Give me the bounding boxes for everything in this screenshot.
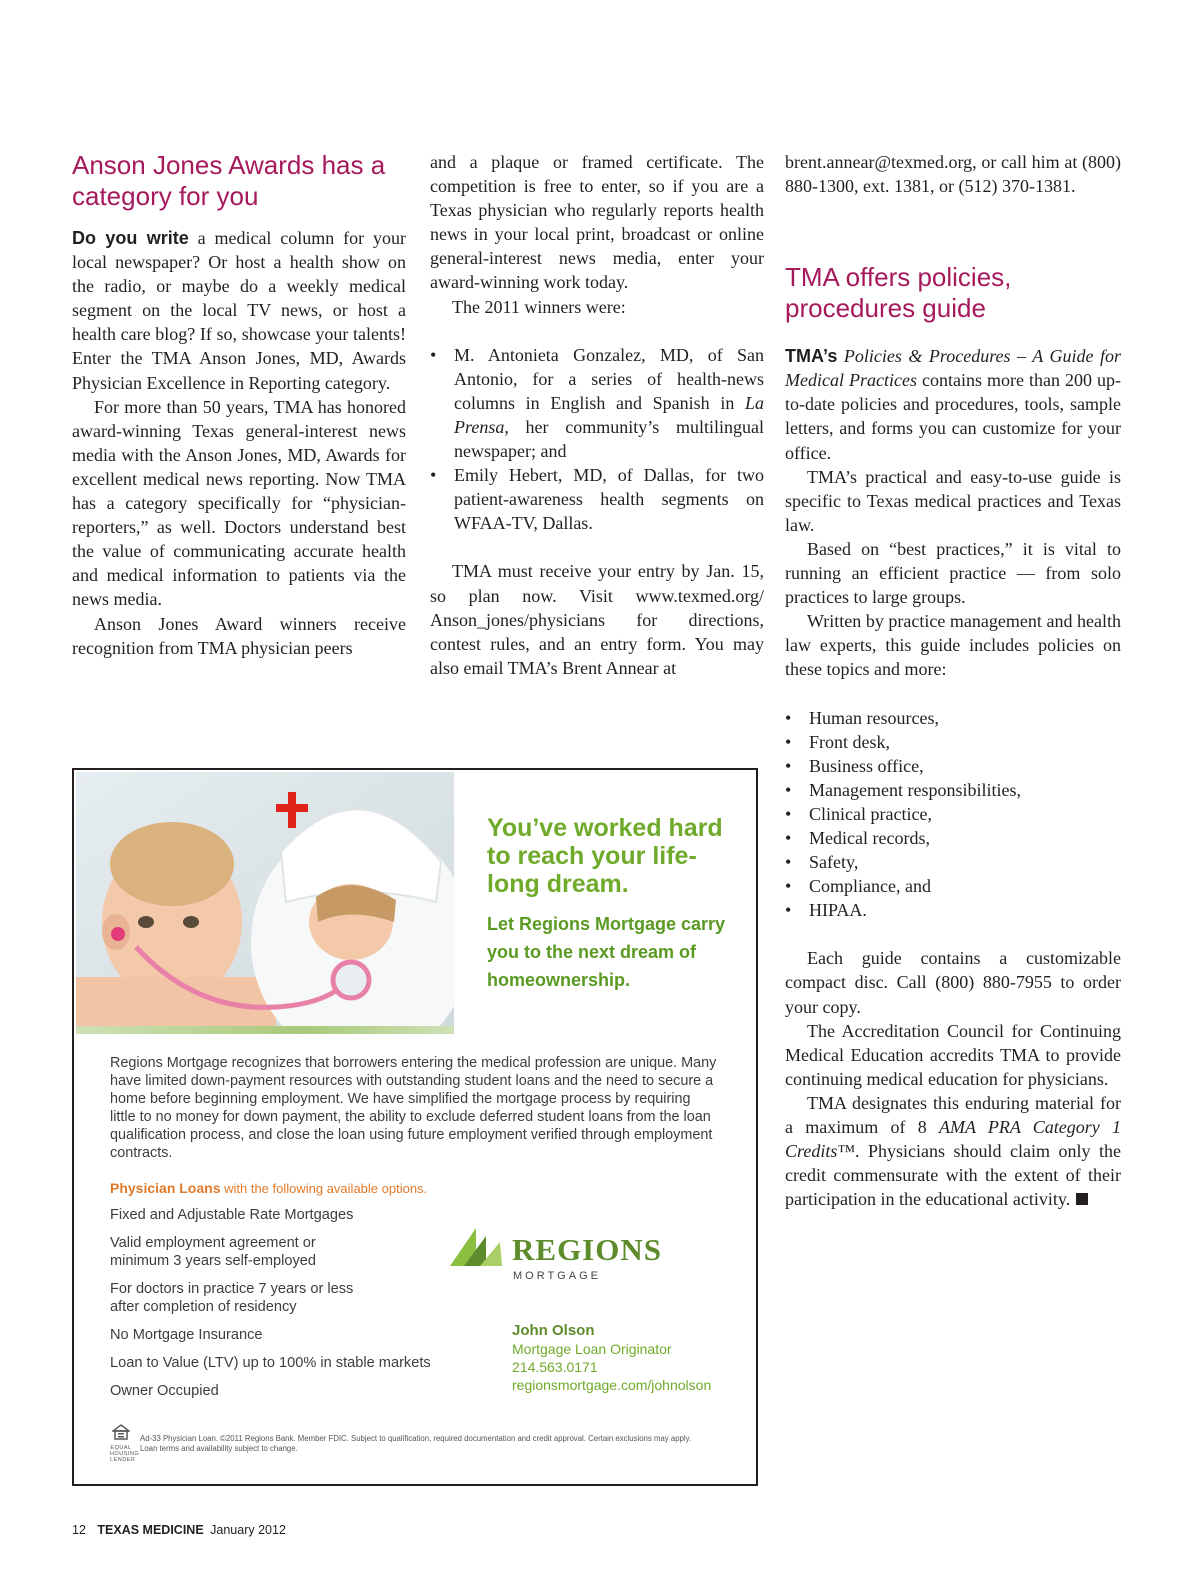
- list-item: • M. Antonieta Gonzalez, MD, of San Antonio, for a series of health-news columns in English and Spanish in La Prensa, her community’s multilingual newspaper; and: [430, 343, 764, 463]
- article-anson-jones-cont: [430, 150, 764, 680]
- contact-name: John Olson: [512, 1322, 595, 1339]
- loan-option: For doctors in practice 7 years or less after completion of residency: [110, 1281, 354, 1315]
- brand-sub: MORTGAGE: [513, 1270, 601, 1282]
- brand-name: REGIONS: [512, 1232, 662, 1267]
- equal-housing-lender: [110, 1424, 140, 1463]
- loans-title: Physician Loans with the following available options.: [110, 1180, 428, 1196]
- paragraph: For more than 50 years, TMA has honored award-winning Texas general-interest news media with the Anson Jones, MD, Awards for excellent medical news reporting. Now TMA has a category specifically for “physician-reporters,” as well. Doctors understand best the value of communicating accurate health and medical information to patients via the news media.: [72, 396, 406, 610]
- loan-option: Owner Occupied: [110, 1383, 219, 1399]
- page-number: 12: [72, 1523, 86, 1537]
- list-item: • Human resources,: [785, 706, 1121, 730]
- paragraph: brent.annear@texmed.org, or call him at (800) 880-1300, ext. 1381, or (512) 370-1381.: [785, 152, 1121, 197]
- end-mark-icon: [1076, 1193, 1088, 1205]
- topics-list: [785, 706, 1121, 923]
- lead-in: Do you write: [72, 228, 189, 248]
- issue-date: January 2012: [210, 1523, 286, 1537]
- article-anson-jones: [72, 150, 406, 660]
- heading-policies-guide: TMA offers policies, procedures guide: [785, 262, 1012, 324]
- ad-photo-illustration: [76, 772, 454, 1034]
- paragraph: Written by practice management and health law experts, this guide includes policies on these topics and more:: [785, 611, 1121, 680]
- regions-leaf-icon: [446, 1224, 510, 1272]
- list-item: • HIPAA.: [785, 898, 1121, 922]
- equal-housing-icon: [112, 1424, 130, 1440]
- loan-option: Loan to Value (LTV) up to 100% in stable markets: [110, 1355, 431, 1371]
- photo-strip: [76, 1026, 454, 1034]
- list-item: • Safety,: [785, 850, 1121, 874]
- contact-title: Mortgage Loan Originator: [512, 1341, 672, 1357]
- winners-list: [430, 343, 764, 536]
- paragraph: The 2011 winners were:: [452, 296, 626, 317]
- paragraph: Do you write a medical column for your local newspaper? Or host a health show on the radio, or maybe do a weekly medical segment on the local TV news, or host a health care blog? If so, showcase your talents! Enter the TMA Anson Jones, MD, Awards Physician Excellence in Reporting category.: [72, 228, 407, 393]
- paragraph: Based on “best practices,” it is vital to running an efficient practice — from solo practices to large groups.: [785, 538, 1121, 608]
- list-item: • Front desk,: [785, 730, 1121, 754]
- ad-body-text: Regions Mortgage recognizes that borrowers entering the medical profession are unique. Many have limited down-payment resources with outstanding student loans and the need to secure a home before beginning employment. We have simplified the mortgage process by requiring little to no money for down payment, the ability to exclude deferred student loans from the loan qualification process, and close the loan using future employment verified through employment contracts.: [110, 1055, 717, 1161]
- regions-mortgage-ad: You’ve worked hard to reach your life-long dream. Let Regions Mortgage carry you to the next dream of homeownership. Regions Mortgage recognizes that borrowers entering the medical profession are unique. Many have limited down-payment resources with outstanding student loans and the need to secure a home before beginning employment. We have simplified the mortgage process by requiring little to no money for down payment, the ability to exclude deferred student loans from the loan qualification process, and close the loan using future employment verified through employment contracts. Physician Loans with the following available options. Fixed and Adjustable Rate Mortgages Valid employment agreement or minimum 3 years self-employed For doctors in practice 7 years or less after completion of residency No Mortgage Insurance Loan to Value (LTV) up to 100% in stable markets Owner Occupied REGIONS MORTGAGE John Olson Mortgage Loan Originator 214.563.0171 regionsmortgage.com/johnolson EQUAL HOUSING LENDER Ad-33 Physician Loan. ©2011 Regions Bank. Member FDIC. Subject to qualification, required documentation and credit approval. Certain exclusions may apply. Loan terms and availability subject to change.: [72, 768, 758, 1486]
- regions-logo: [446, 1224, 686, 1284]
- list-item: • Emily Hebert, MD, of Dallas, for two patient-awareness health segments on WFAA-TV, Dallas.: [430, 463, 764, 535]
- physician-loans-options: [110, 1180, 470, 1410]
- lead-in: TMA’s: [785, 346, 838, 367]
- loan-option: No Mortgage Insurance: [110, 1327, 263, 1343]
- list-item: • Business office,: [785, 754, 1121, 778]
- contact-block: [512, 1322, 752, 1394]
- list-item: • Management responsibilities,: [785, 778, 1121, 802]
- loan-option: Fixed and Adjustable Rate Mortgages: [110, 1207, 354, 1223]
- paragraph: Anson Jones Award winners receive recognition from TMA physician peers: [72, 613, 406, 658]
- heading-anson-jones: Anson Jones Awards has a category for you: [72, 150, 386, 211]
- paragraph: TMA must receive your entry by Jan. 15, so plan now. Visit www.texmed.org/ Anson_jones/physicians for directions, contest rules, and an entry form. You may also email TMA’s Brent Annear at: [430, 561, 764, 678]
- ad-photo-children-doctors: [76, 772, 454, 1034]
- paragraph: and a plaque or framed certificate. The competition is free to enter, so if you are a Texas physician who regularly reports health news in your local print, broadcast or online general-interest news media, enter your award-winning work today.: [430, 152, 764, 293]
- paragraph: Each guide contains a customizable compact disc. Call (800) 880-7955 to order your copy.: [785, 948, 1121, 1017]
- article-policies-guide: [785, 150, 1121, 1211]
- ad-subhead: Let Regions Mortgage carry you to the next dream of homeownership.: [487, 914, 726, 990]
- contact-phone: 214.563.0171: [512, 1359, 598, 1375]
- page-footer: [72, 1523, 286, 1537]
- paragraph: TMA’s Policies & Procedures – A Guide for Medical Practices contains more than 200 up-to-date policies and procedures, tools, sample letters, and forms you can customize for your office.: [785, 346, 1121, 463]
- paragraph: TMA’s practical and easy-to-use guide is specific to Texas medical practices and Texas law.: [785, 466, 1121, 535]
- loan-option: Valid employment agreement or minimum 3 years self-employed: [110, 1235, 317, 1269]
- list-item: • Clinical practice,: [785, 802, 1121, 826]
- paragraph: The Accreditation Council for Continuing Medical Education accredits TMA to provide continuing medical education for physicians.: [785, 1020, 1121, 1089]
- equal-housing-label: EQUAL HOUSING LENDER: [110, 1445, 140, 1463]
- paragraph: TMA designates this enduring material for a maximum of 8 AMA PRA Category 1 Credits™. Physicians should claim only the credit commensurate with the extent of their participation in the educational activity.: [785, 1092, 1121, 1210]
- list-item: • Medical records,: [785, 826, 1121, 850]
- magazine-name: TEXAS MEDICINE: [97, 1523, 204, 1537]
- list-item: • Compliance, and: [785, 874, 1121, 898]
- ad-headline: You’ve worked hard to reach your life-long dream.: [487, 814, 723, 898]
- contact-website[interactable]: regionsmortgage.com/johnolson: [512, 1377, 712, 1393]
